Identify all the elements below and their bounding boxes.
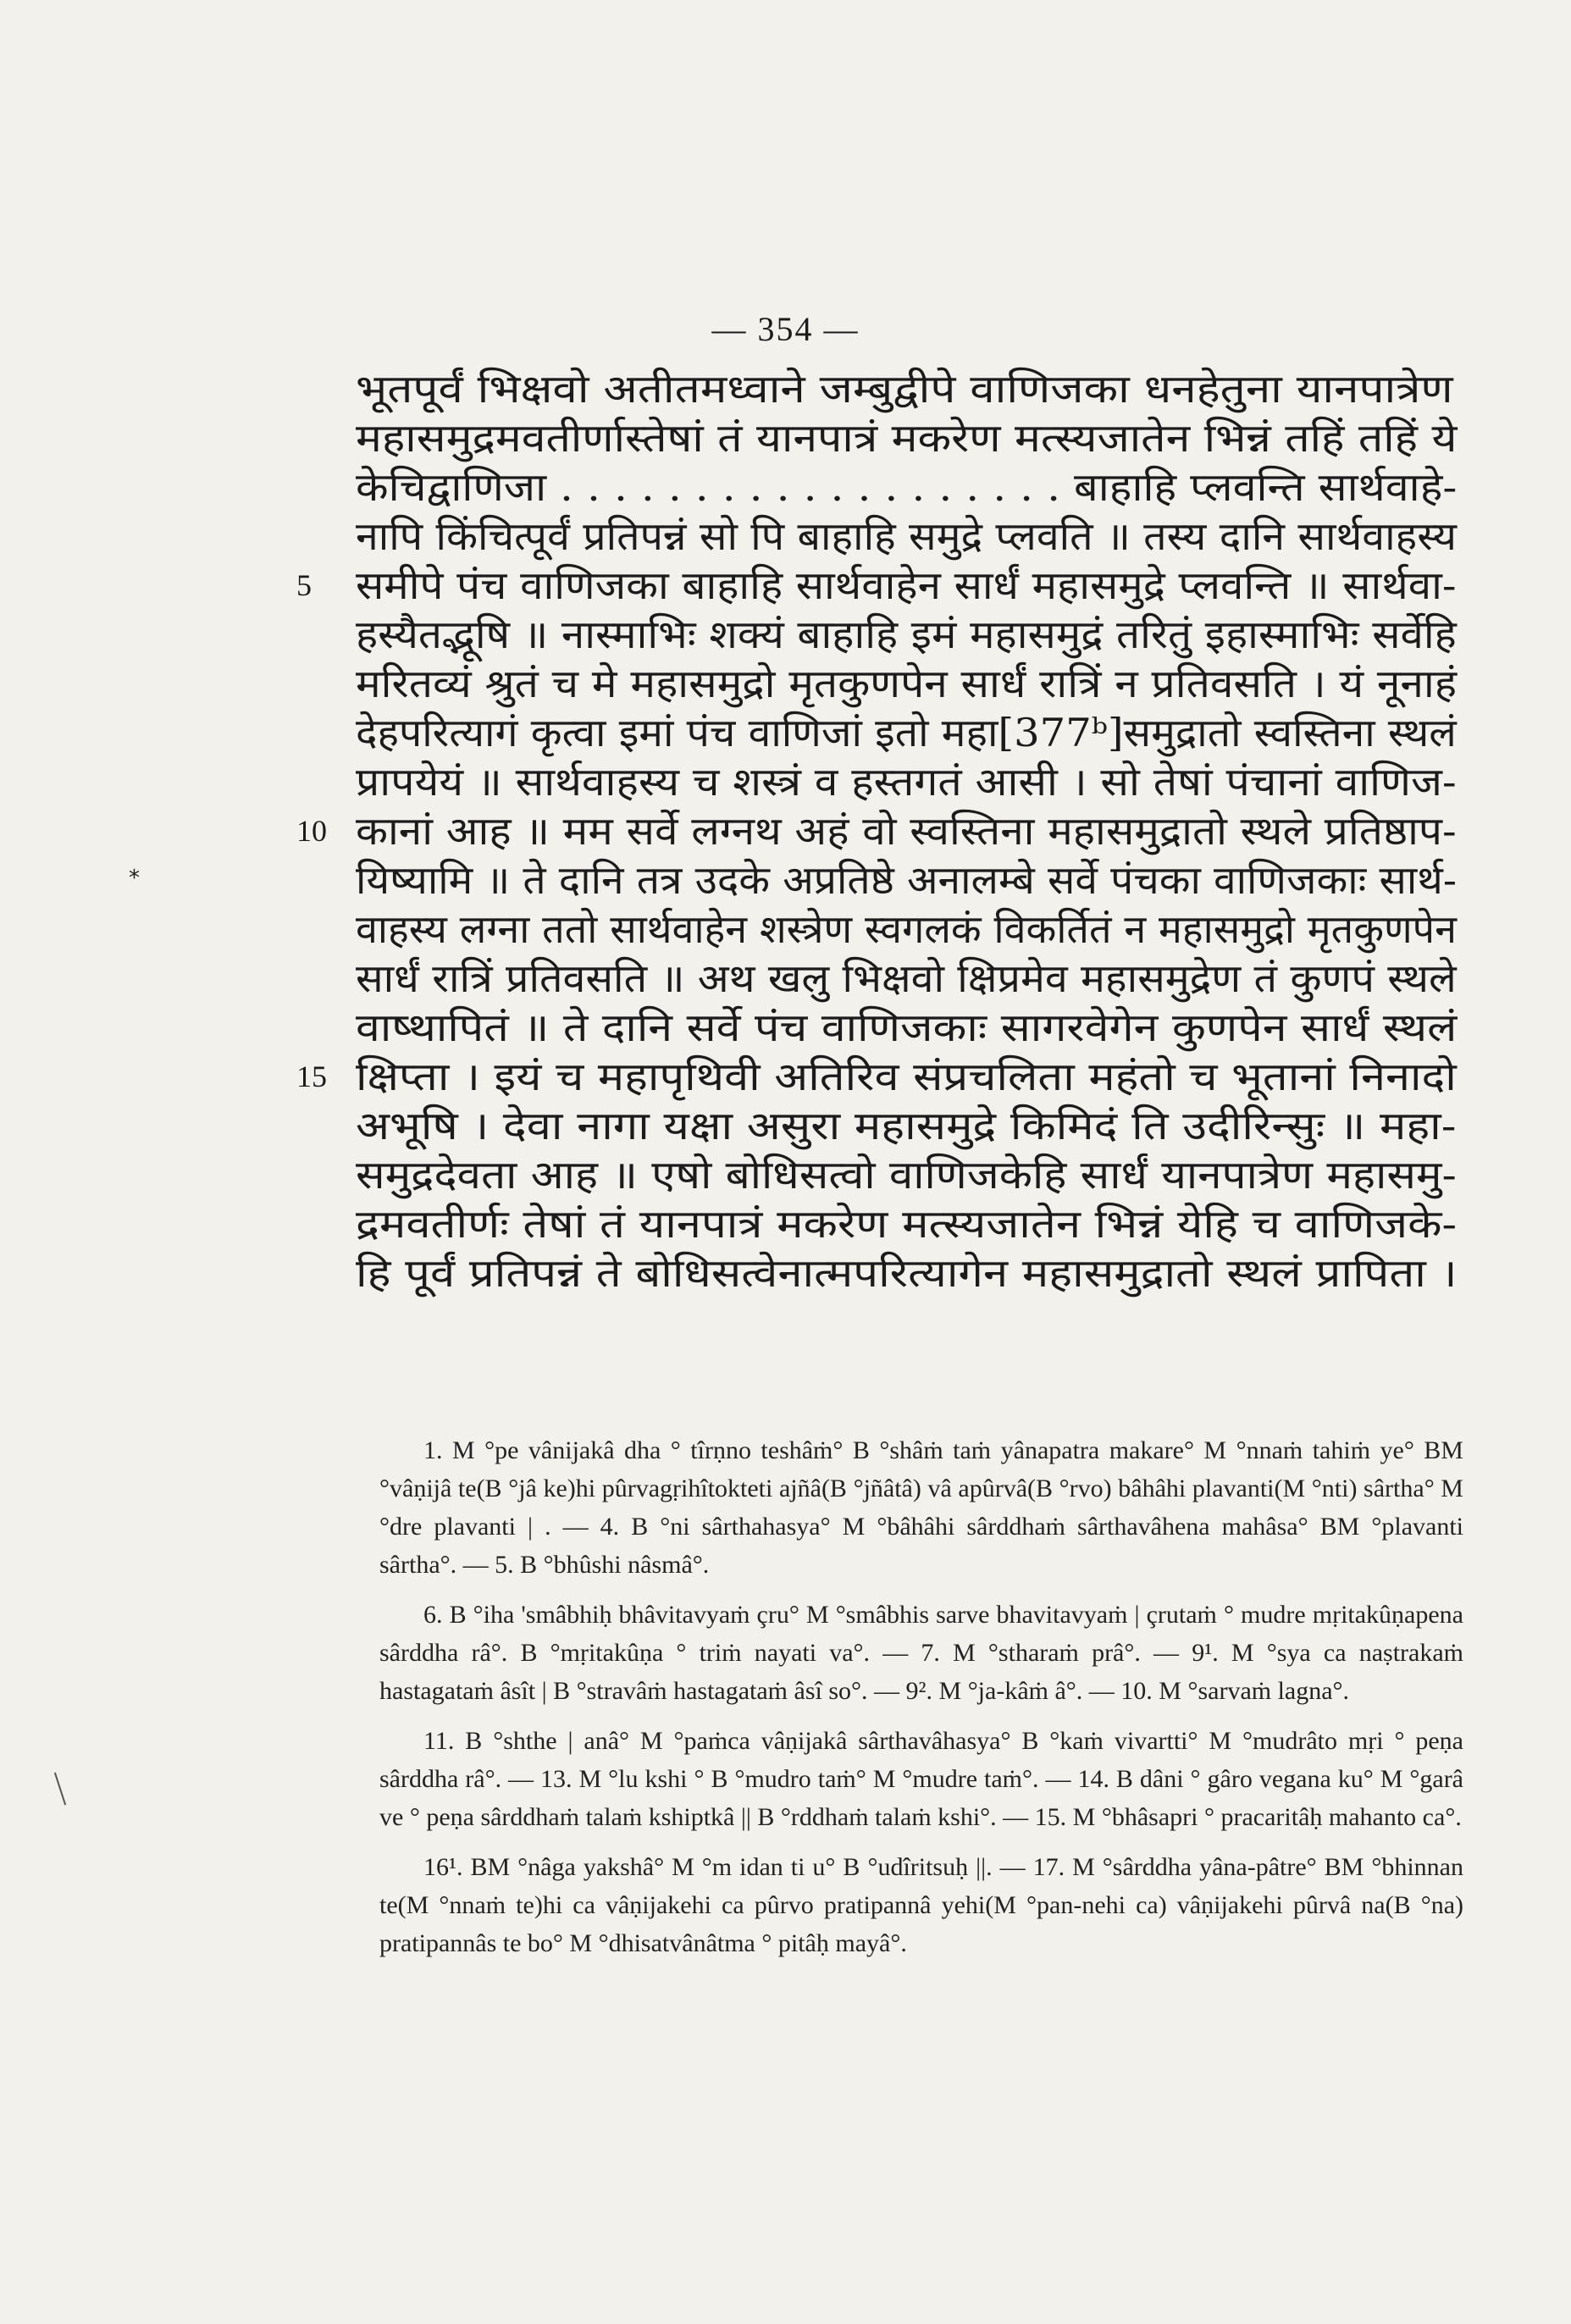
line-number: 10 <box>296 814 327 848</box>
text-line <box>356 364 1457 413</box>
text-line <box>356 1248 1457 1298</box>
text-line <box>356 708 1457 757</box>
text-line <box>356 1199 1457 1248</box>
line-text: केचिद्वाणिजा . . . . . . . . . . . . . . . . . . . बाहाहि प्लवन्ति सार्थवाहे- <box>356 464 1458 510</box>
line-number: 15 <box>296 1060 327 1093</box>
footnote: 16¹. BM °nâga yakshâ° M °m idan ti u° B °udîritsuḥ ||. — 17. M °sârddha yâna-pâtre° BM °bhinnan te(M °nnaṁ te)hi ca vâṇijakehi ca pûrvo pratipannâ yehi(M °pan-nehi ca) vâṇijakehi pûrvâ na(B °na) pratipannâs te bo° M °dhisatvânâtma ° pitâḥ mayâ°. <box>379 1853 1463 1957</box>
line-text: समुद्रदेवता आह ॥ एषो बोधिसत्वो वाणिजकेहि सार्धं यानपात्रेण महासमु- <box>356 1152 1457 1198</box>
line-text: क्षिप्ता । इयं च महापृथिवी अतिरिव संप्रचलिता महंतो च भूतानां निनादो <box>356 1054 1457 1099</box>
line-text: भूतपूर्वं भिक्षवो अतीतमध्वाने जम्बुद्वीपे वाणिजका धनहेतुना यानपात्रेण <box>356 366 1453 412</box>
footnote: 1. M °pe vânijakâ dha ° tîrṇno teshâṁ° B °shâṁ taṁ yânapatra makare° M °nnaṁ tahiṁ ye° BM °vâṇijâ te(B °jâ ke)hi pûrvagṛihîtokteti ajñâ(B °jñâtâ) vâ apûrvâ(B °rvo) bâhâhi plavanti(M °nti) sârtha° M °dre plavanti | . — 4. B °ni sârthahasya° M °bâhâhi sârddhaṁ sârthavâhena mahâsa° BM °plavanti sârtha°. — 5. B °bhûshi nâsmâ°. <box>379 1436 1463 1579</box>
line-text: हि पूर्वं प्रतिपन्नं ते बोधिसत्वेनात्मपरित्यागेन महासमुद्रातो स्थलं प्रापिता । <box>356 1250 1458 1296</box>
text-line <box>356 1003 1457 1052</box>
line-text: प्रापयेयं ॥ सार्थवाहस्य च शस्त्रं व हस्तगतं आसी । सो तेषां पंचानां वाणिज- <box>356 759 1457 805</box>
footnote: 6. B °iha 'smâbhiḥ bhâvitavyaṁ çru° M °smâbhis sarve bhavitavyaṁ | çrutaṁ ° mudre mṛitakûṇapena sârddha râ°. B °mṛitakûṇa ° triṁ nayati va°. — 7. M °stharaṁ prâ°. — 9¹. M °sya ca naṣtrakaṁ hastagataṁ âsît | B °stravâṁ hastagataṁ âsî so°. — 9². M °ja-kâṁ â°. — 10. M °sarvaṁ lagna°. <box>379 1601 1463 1705</box>
line-number: 5 <box>296 568 312 602</box>
page-number: — 354 — <box>711 310 860 348</box>
text-line <box>356 1101 1457 1150</box>
text-line <box>356 905 1457 954</box>
text-line <box>356 512 1457 561</box>
line-text: वाष्थापितं ॥ ते दानि सर्वे पंच वाणिजकाः सागरवेगेन कुणपेन सार्धं स्थलं <box>356 1004 1458 1050</box>
text-line <box>356 659 1457 708</box>
text-line <box>296 806 1457 855</box>
line-text: वाहस्य लग्ना ततो सार्थवाहेन शस्त्रेण स्वगलकं विकर्तितं न महासमुद्रो मृतकुणपेन <box>356 906 1458 952</box>
text-line <box>356 855 1457 905</box>
text-line <box>356 462 1457 512</box>
line-text: कानां आह ॥ मम सर्वे लग्नथ अहं वो स्वस्तिना महासमुद्रातो स्थले प्रतिष्ठाप- <box>356 808 1457 854</box>
text-line <box>296 561 1457 610</box>
text-line <box>356 413 1457 462</box>
line-text: मरितव्यं श्रुतं च मे महासमुद्रो मृतकुणपेन सार्धं रात्रिं न प्रतिवसति । यं नूनाहं <box>356 661 1458 706</box>
line-text: देहपरित्यागं कृत्वा इमां पंच वाणिजां इतो महा[377ᵇ]समुद्रातो स्वस्तिना स्थलं <box>356 710 1457 755</box>
line-text: अभूषि । देवा नागा यक्षा असुरा महासमुद्रे किमिदं ति उदीरिन्सुः ॥ महा- <box>356 1103 1457 1148</box>
line-text: महासमुद्रमवतीर्णास्तेषां तं यानपात्रं मकरेण मत्स्यजातेन भिन्नं तहिं तहिं ये <box>356 415 1458 461</box>
margin-tick <box>54 1773 66 1806</box>
text-line <box>356 757 1457 806</box>
line-text: नापि किंचित्पूर्वं प्रतिपन्नं सो पि बाहाहि समुद्रे प्लवति ॥ तस्य दानि सार्थवाहस्य <box>356 513 1457 559</box>
main-sanskrit-text <box>296 364 1458 1298</box>
footnote: 11. B °shthe | anâ° M °paṁca vâṇijakâ sârthavâhasya° B °kaṁ vivartti° M °mudrâto mṛi ° peṇa sârddha râ°. — 13. M °lu kshi ° B °mudro taṁ° M °mudre taṁ°. — 14. B dâni ° gâro vegana ku° M °garâ ve ° peṇa sârddhaṁ talaṁ kshiptkâ || B °rddhaṁ talaṁ kshi°. — 15. M °bhâsapri ° pracaritâḥ mahanto ca°. <box>379 1727 1463 1831</box>
line-text: हस्यैतद्भूषि ॥ नास्माभिः शक्यं बाहाहि इमं महासमुद्रं तरितुं इहास्माभिः सर्वेहि <box>356 611 1457 657</box>
footnotes <box>379 1431 1463 1974</box>
line-text: यिष्यामि ॥ ते दानि तत्र उदके अप्रतिष्ठे अनालम्बे सर्वे पंचका वाणिजकाः सार्थ- <box>356 857 1457 903</box>
line-text: समीपे पंच वाणिजका बाहाहि सार्थवाहेन सार्धं महासमुद्रे प्लवन्ति ॥ सार्थवा- <box>356 562 1457 608</box>
text-line <box>356 1150 1457 1199</box>
line-text: सार्धं रात्रिं प्रतिवसति ॥ अथ खलु भिक्षवो क्षिप्रमेव महासमुद्रेण तं कुणपं स्थले <box>356 955 1457 1001</box>
text-line <box>356 610 1457 659</box>
text-line <box>356 954 1457 1003</box>
margin-star-mark: * <box>129 866 140 891</box>
text-line <box>296 1052 1457 1101</box>
line-text: द्रमवतीर्णः तेषां तं यानपात्रं मकरेण मत्स्यजातेन भिन्नं येहि च वाणिजके- <box>356 1201 1458 1247</box>
